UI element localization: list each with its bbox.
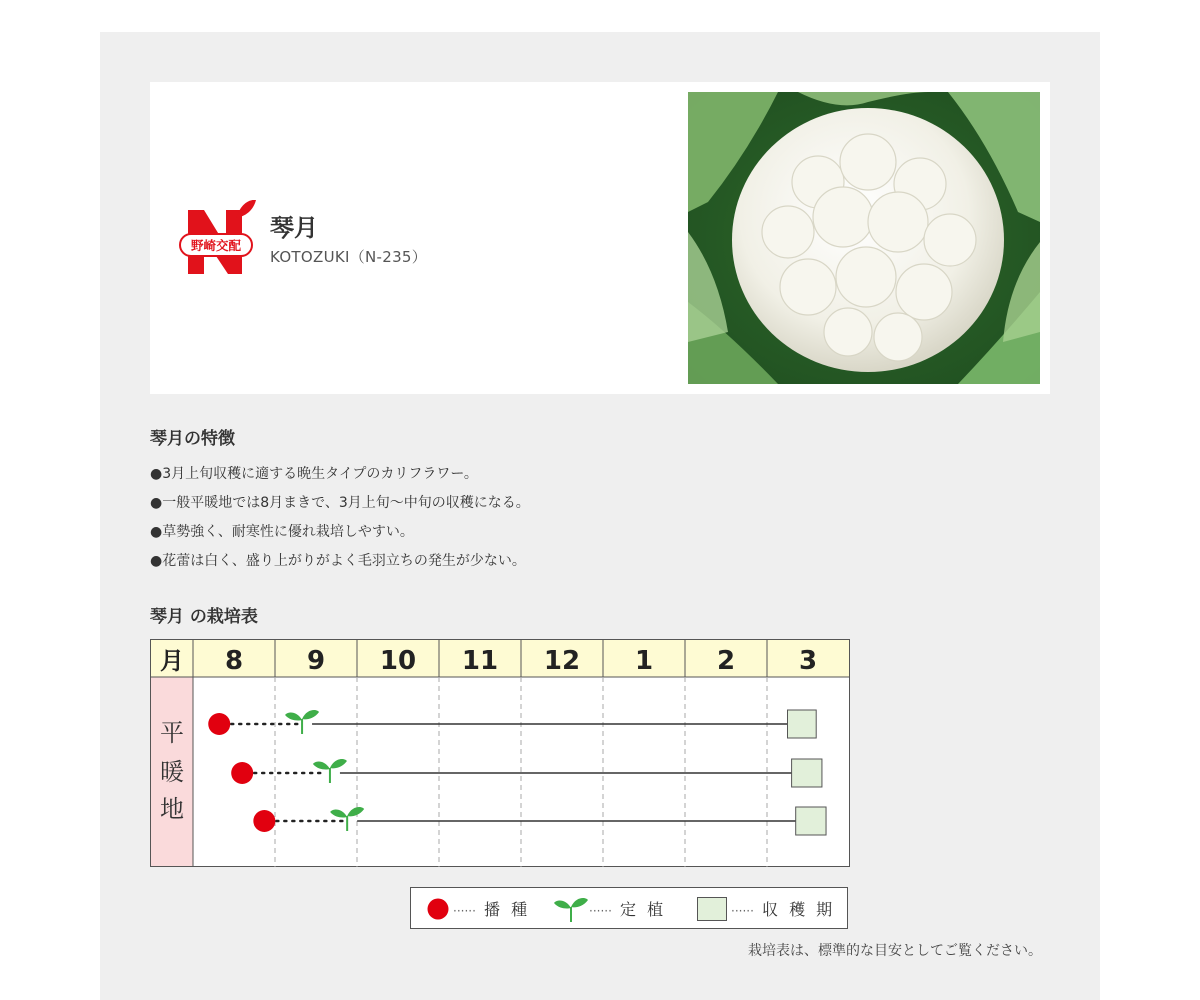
product-name: 琴月: [270, 214, 318, 242]
sowing-dot-icon: [427, 898, 449, 920]
month-label: 2: [716, 646, 736, 676]
region-char: 暖: [160, 758, 184, 786]
harvest-period-box: [796, 807, 826, 835]
features-list: [150, 462, 530, 578]
region-char: 平: [160, 719, 184, 747]
month-label: 3: [798, 646, 818, 676]
month-label: 9: [306, 646, 326, 676]
sprout-icon: [553, 894, 589, 924]
region-char: 地: [160, 795, 184, 823]
month-label: 10: [379, 646, 417, 676]
schedule-heading: 琴月 の栽培表: [150, 607, 258, 627]
schedule-legend: [410, 887, 848, 929]
sowing-dot-icon: [208, 713, 230, 735]
sowing-dot-icon: [231, 762, 253, 784]
feature-item: ●一般平暖地では8月まきで、3月上旬〜中旬の収穫になる。: [150, 495, 530, 511]
calendar-header-row: [151, 640, 849, 677]
harvest-box-icon: [697, 897, 727, 921]
month-label: 1: [634, 646, 654, 676]
harvest-period-box: [792, 759, 822, 787]
cultivation-calendar: [150, 639, 850, 867]
cauliflower-photo: [688, 92, 1040, 384]
legend-sowing: ······ 播 種: [453, 900, 531, 919]
sowing-dot-icon: [253, 810, 275, 832]
feature-item: ●花蕾は白く、盛り上がりがよく毛羽立ちの発生が少ない。: [150, 553, 526, 569]
month-label: 12: [543, 646, 581, 676]
month-label: 11: [461, 646, 499, 676]
legend-harvest: ······ 収 穫 期: [731, 900, 836, 919]
schedule-note: 栽培表は、標準的な目安としてご覧ください。: [748, 943, 1042, 959]
nozaki-brand-logo: [178, 200, 258, 276]
logo-text: 野崎交配: [190, 238, 242, 253]
month-label: 8: [224, 646, 244, 676]
features-heading: 琴月の特徴: [150, 429, 235, 449]
feature-item: ●草勢強く、耐寒性に優れ栽培しやすい。: [150, 524, 414, 540]
month-header-label: 月: [160, 647, 184, 675]
feature-item: ●3月上旬収穫に適する晩生タイプのカリフラワー。: [150, 466, 478, 482]
product-code: KOTOZUKI（N-235）: [270, 248, 428, 266]
harvest-period-box: [788, 710, 817, 738]
legend-transplant: ······ 定 植: [589, 900, 667, 919]
